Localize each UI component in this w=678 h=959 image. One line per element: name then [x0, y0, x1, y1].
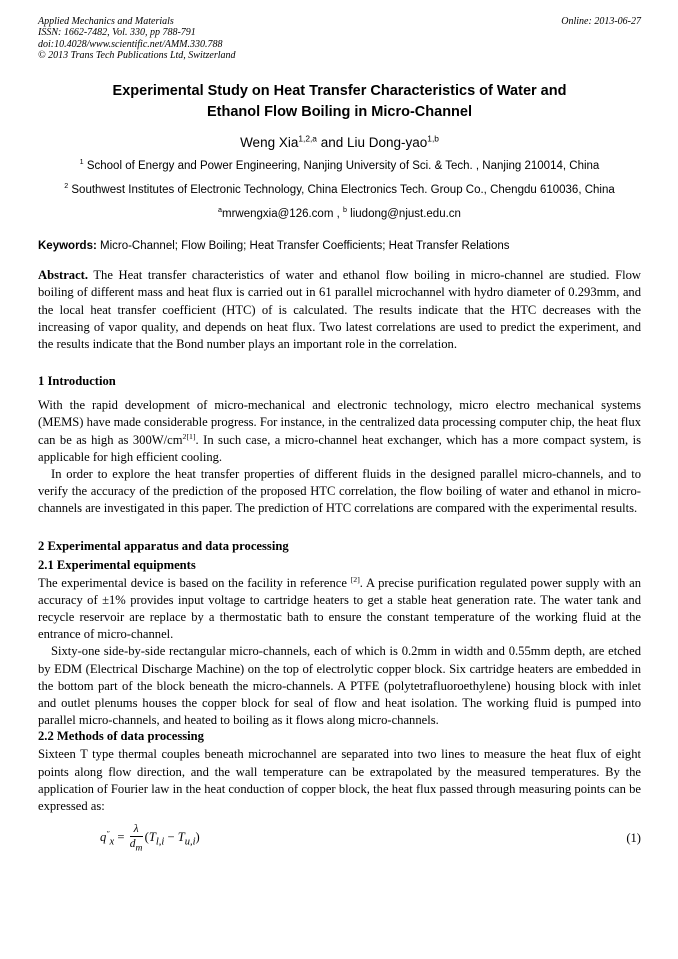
methods-paragraph-1: Sixteen T type thermal couples beneath microchannel are separated into two lines to measure the heat flux of eight points along flow direction, and the wall temperature can be extrapolated by the measured temperatures. By the application of Fourier law in the heat conduction of copper block, the heat flux passed through measuring points can be expressed as: [38, 747, 641, 814]
eq-equals-sign: = [114, 830, 128, 845]
eq-lambda-numerator: λ [130, 823, 143, 837]
equipment-paragraph-1-text-b: . A precise purification regulated power supply with an accuracy of ±1% provides input voltage to cartridge heaters to get a stable heat generation rate. The water tank and recycle reservoir are replace by a thermostatic bath to ensure the constant temperature of the working fluid at the entrance of micro-channel. [38, 575, 641, 642]
author-2: Liu Dong-yao [346, 135, 428, 151]
intro-paragraph-1-text-a: With the rapid development of micro-mechanical and electronic technology, micro electro mechanical systems (MEMS) have made considerable progress. For instance, in the centralized data processing computer chip, the heat flux can be as high as 300W/cm [38, 398, 641, 447]
affiliation-1 [60, 159, 620, 174]
online-date: Online: 2013-06-27 [561, 16, 641, 27]
journal-doi: doi:10.4028/www.scientific.net/AMM.330.788 [38, 38, 223, 50]
equipment-paragraph-1 [38, 575, 641, 644]
journal-copyright: © 2013 Trans Tech Publications Ltd, Switzerland [38, 49, 236, 61]
journal-info-block [38, 16, 236, 61]
email-b: liudong@njust.edu.cn [346, 208, 461, 221]
abstract-text: The Heat transfer characteristics of water and ethanol flow boiling in micro-channel are studied. Flow boiling of different mass and heat flux is carried out in 61 parallel microchannel with hydro diameter of 0.293mm, and the local heat transfer coefficient (HTC) of is calculated. The results indicate that the HTC decreases with the increasing of vapor quality, and depends on heat flux. Two latest correlations are used to predict the experiment, and the results indicate that the Bond number plays an important role in the correlation. [38, 268, 641, 351]
keywords-label: Keywords: [38, 240, 97, 253]
subsection-2-2-heading: 2.2 Methods of data processing [38, 729, 204, 744]
eq-t2-symbol: T [177, 830, 185, 845]
eq-d-symbol: d [129, 838, 136, 851]
equation-1-number: (1) [626, 830, 641, 845]
keywords-text: Micro-Channel; Flow Boiling; Heat Transfer Coefficients; Heat Transfer Relations [96, 240, 510, 253]
eq-right-paren: ) [195, 830, 200, 845]
reference-2-superscript: [2] [350, 574, 360, 584]
subsection-2-1-heading: 2.1 Experimental equipments [38, 557, 196, 572]
email-a-mark: a [218, 206, 223, 215]
eq-left-paren: ( [144, 830, 149, 845]
intro-paragraph-1-text-b: . In such case, a micro-channel heat exchanger, which has a more compact system, is applicable for high efficient cooling. [38, 432, 641, 464]
section-2-heading: 2 Experimental apparatus and data processing [38, 538, 289, 553]
journal-header [38, 16, 641, 61]
equipment-paragraph-2: Sixty-one side-by-side rectangular micro-channels, each of which is 0.2mm in width and 0.55mm depth, are etched by EDM (Electrical Discharge Machine) on the top of electrolytic copper block. Six cartridge heaters are embedded in the bottom part of the block beneath the micro-channels. A PTFE (polytetrafluoroethylene) housing block with inlet and outlet plenums houses the copper block for seal of flow and heat isolation. The working fluid is pumped into parallel micro-channels, and heated to boiling as it flows along micro-channels. [38, 644, 641, 728]
authors-line [38, 135, 641, 150]
paper-title: Experimental Study on Heat Transfer Characteristics of Water and Ethanol Flow Boiling in Micro-Channel [112, 83, 567, 121]
affiliation-2 [60, 183, 620, 198]
journal-issn: ISSN: 1662-7482, Vol. 330, pp 788-791 [38, 27, 196, 39]
journal-name: Applied Mechanics and Materials [38, 16, 174, 27]
author-1: Weng Xia [240, 135, 299, 151]
eq-x-subscript: x [109, 836, 115, 848]
eq-m-subscript: m [135, 842, 143, 854]
intro-paragraph-1 [38, 397, 641, 466]
author-1-affiliation-marks: 1,2,a [298, 133, 317, 144]
reference-1-superscript: 2[1] [182, 431, 196, 441]
author-2-affiliation-marks: 1,b [427, 133, 439, 144]
equation-1-row [38, 823, 641, 853]
eq-fraction [130, 823, 143, 853]
eq-q-symbol: q [100, 830, 107, 845]
abstract-paragraph [38, 267, 641, 353]
authors-separator: and [316, 135, 347, 151]
eq-minus-sign: − [164, 830, 178, 845]
emails-line [38, 208, 641, 220]
section-1-heading: 1 Introduction [38, 374, 116, 389]
equation-1-body [100, 823, 626, 853]
keywords-line [38, 240, 641, 252]
affiliation-2-text: Southwest Institutes of Electronic Technology, China Electronics Tech. Group Co., Chengdu 610036, China [68, 184, 615, 197]
intro-paragraph-2: In order to explore the heat transfer properties of different fluids in the designed parallel micro-channels, and to verify the accuracy of the prediction of the proposed HTC correlation, the flow boiling of water and ethanol in micro-channels are investigated in this paper. The prediction of HTC correlations are compared with the experimental results. [38, 467, 641, 516]
affiliation-1-mark: 1 [79, 158, 84, 167]
affiliation-2-mark: 2 [64, 182, 69, 191]
abstract-label: Abstract. [38, 268, 89, 283]
equipment-paragraph-1-text-a: The experimental device is based on the facility in reference [38, 575, 351, 590]
affiliation-1-text: School of Energy and Power Engineering, Nanjing University of Sci. & Tech. , Nanjing 210014, China [83, 160, 600, 173]
email-b-mark: b [343, 206, 347, 215]
email-a: mrwengxia@126.com , [222, 208, 343, 221]
eq-t1-symbol: T [148, 830, 156, 845]
eq-double-prime: ″ [106, 829, 110, 839]
eq-t2-subscript: u,i [184, 836, 196, 848]
eq-t1-subscript: l,i [155, 836, 165, 848]
eq-denominator [130, 837, 143, 853]
